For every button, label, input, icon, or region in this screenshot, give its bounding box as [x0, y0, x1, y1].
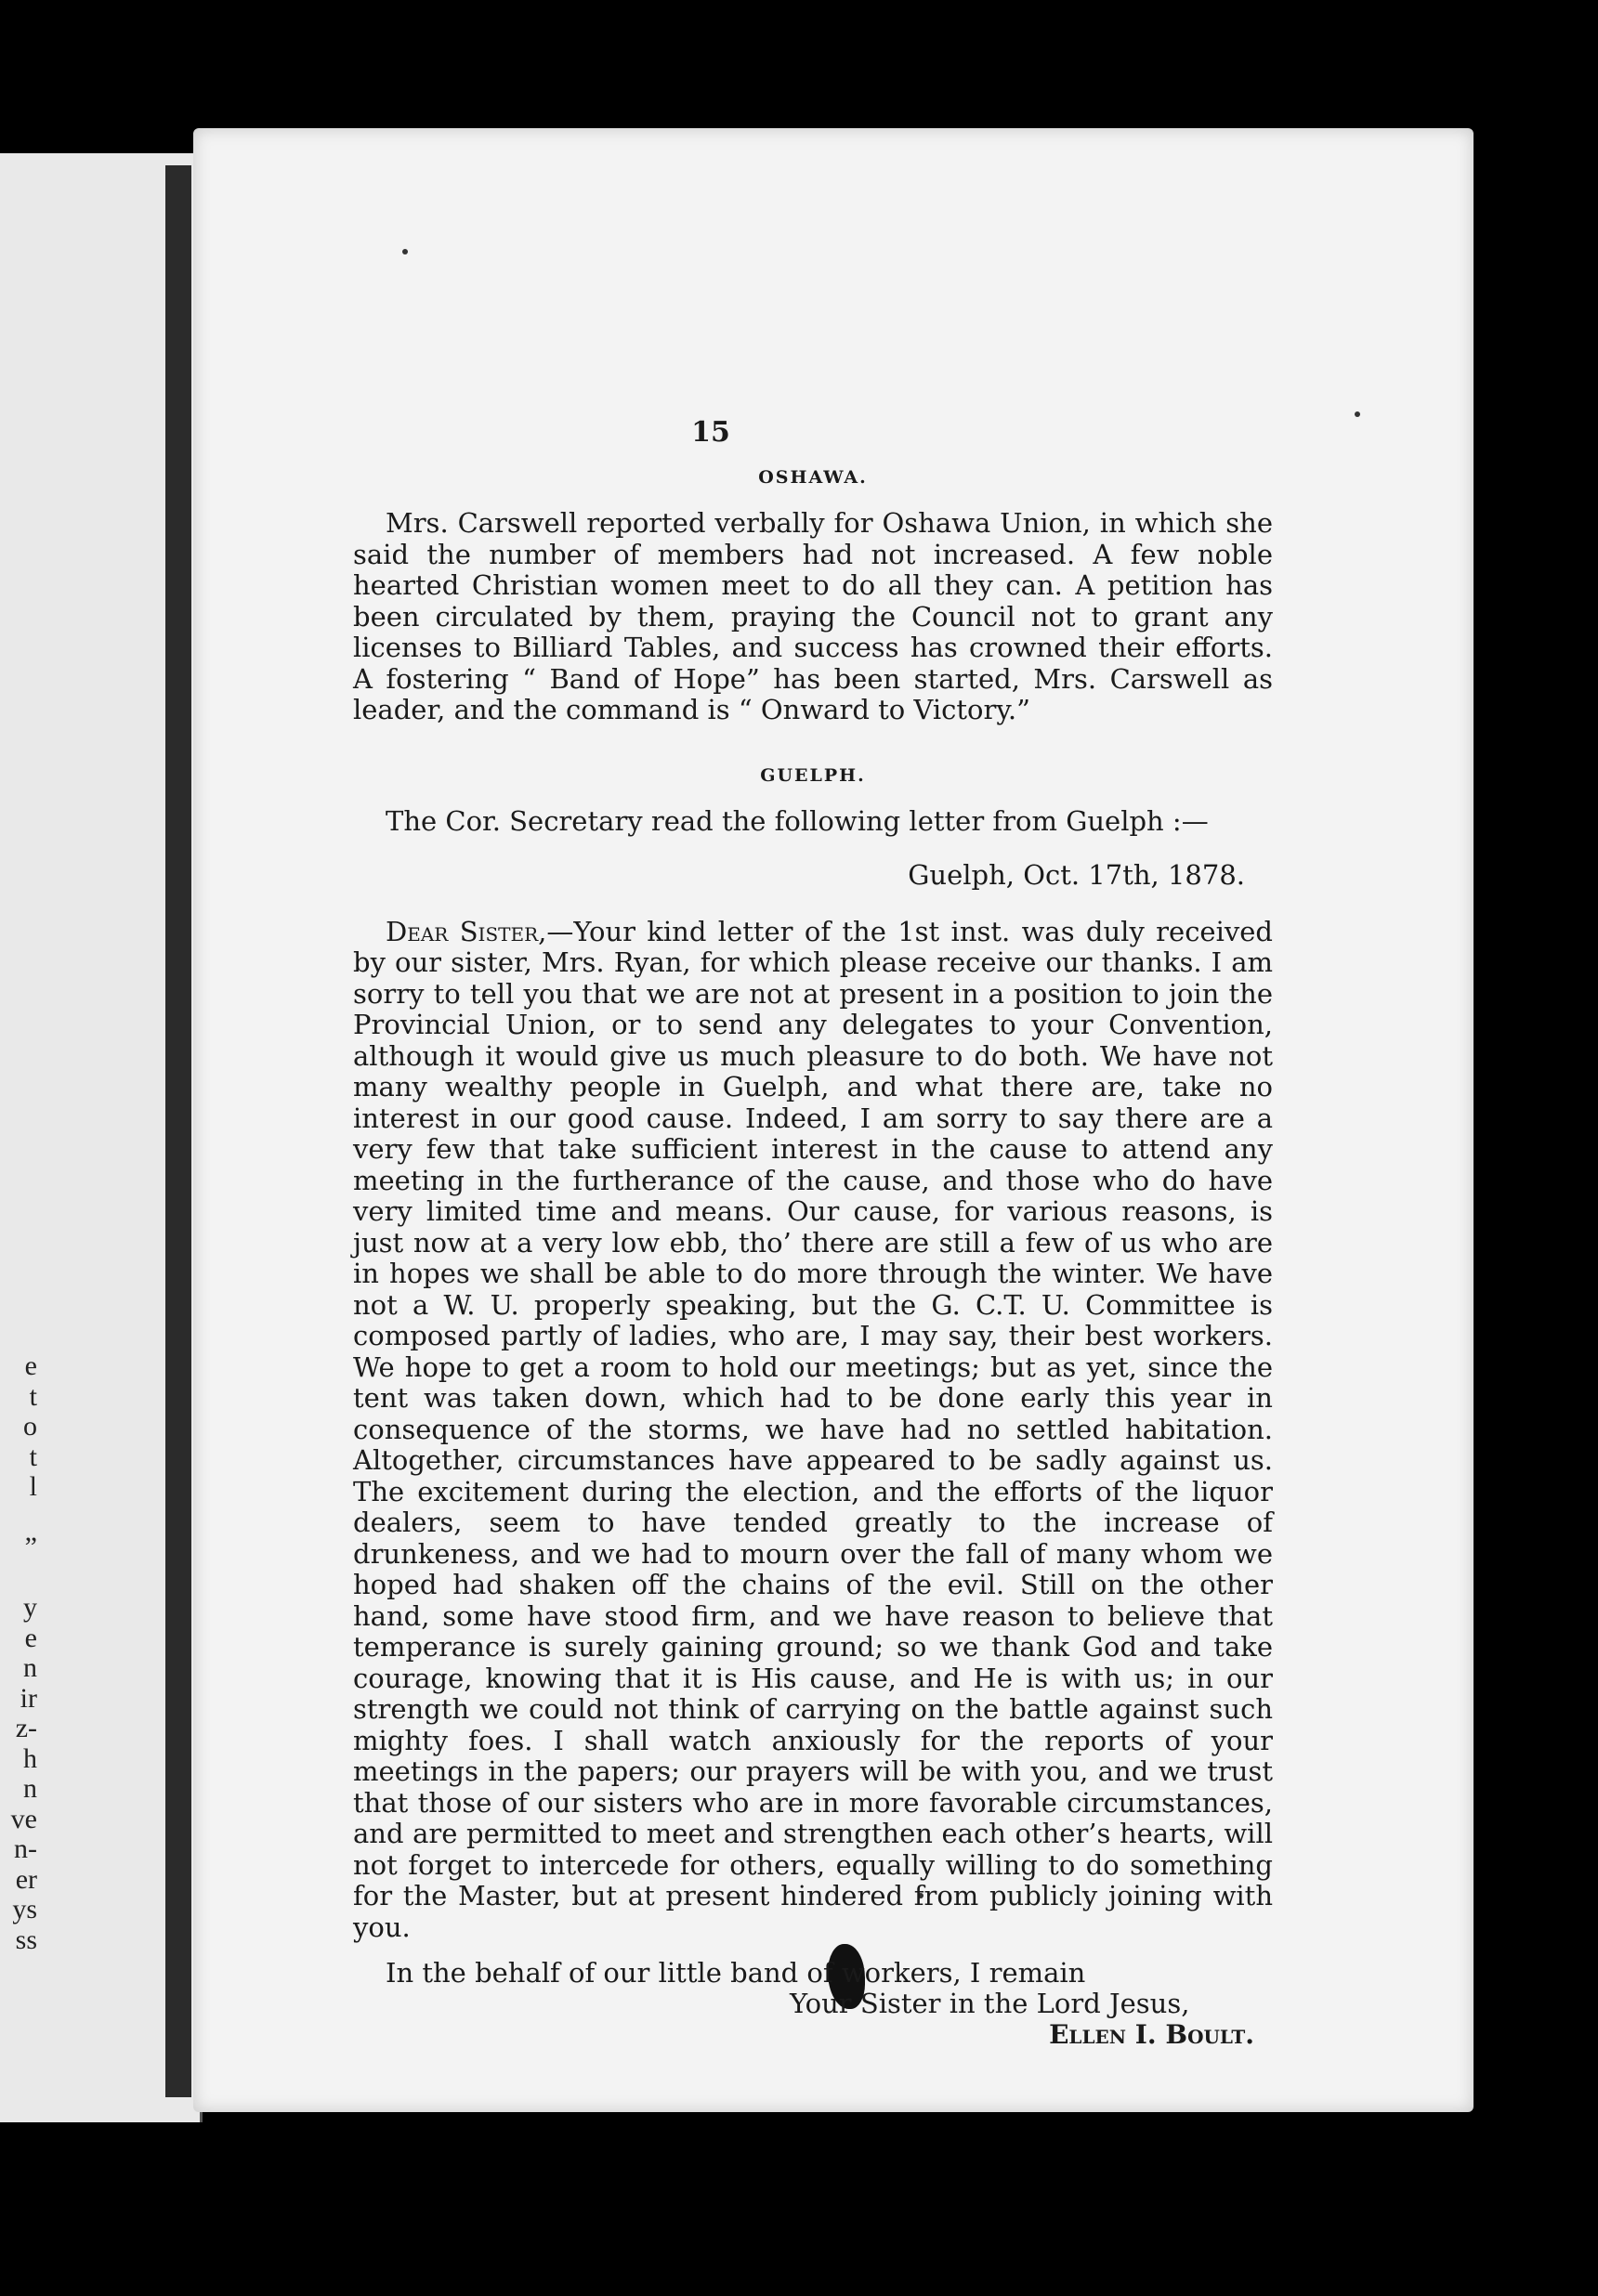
letter-text: —Your kind letter of the 1st inst. was duly received by our sister, Mrs. Ryan, for which please receive our thanks. I am sorry to tell you that we are not at present in a position to join the Provincial Union, or to send any delegates to your Convention, although it would give us much pleasure to do both. We have not many wealthy people in Guelph, and what there are, take no interest in our good cause. Indeed, I am sorry to say there are a very few that take sufficient interest in the cause to attend any meeting in the furtherance of the cause, and those who do have very limited time and means. Our cause, for various reasons, is just now at a very low ebb, tho’ there are still a few of us who are in hopes we shall be able to do more through the winter. We have not a W. U. properly speaking, but the G. C.T. U. Committee is composed partly of ladies, who are, I may say, their best workers. We hope to get a room to hold our meetings; but as yet, since the tent was taken down, which had to be done early this year in consequence of the storms, we have had no settled habitation. Altogether, circumstances have appeared to be sadly against us. The excitement during the election, and the efforts of the liquor dealers, seem to have tended greatly to the increase of drunkeness, and we had to mourn over the fall of many whom we hoped had shaken off the chains of the evil. Still on the other hand, some have stood firm, and we have reason to believe that temperance is surely gaining ground; so we thank God and take courage, knowing that it is His cause, and He is with us; in our strength we could not think of carrying on the battle against such mighty foes. I shall watch anxiously for the reports of your meetings in the papers; our prayers will be with you, and we trust that those of our sisters who are in more favorable circumstances, and are permitted to meet and strengthen each other’s hearts, will not forget to intercede for others, equally willing to do something for the Master, but at present hindered from publicly joining with you. — [353, 915, 1273, 1943]
letter-dateline: Guelph, Oct. 17th, 1878. — [908, 858, 1245, 891]
letter-closing: In the behalf of our little band of workers, I remain — [386, 1957, 1086, 1989]
fragment: o — [23, 1411, 37, 1442]
section-heading-guelph: GUELPH. — [760, 764, 866, 786]
letter-body — [353, 917, 1273, 1944]
fragment: e — [24, 1622, 37, 1653]
fragment: n — [23, 1773, 37, 1804]
fragment: z- — [15, 1713, 37, 1743]
facing-page-text-fragments — [0, 1351, 37, 1955]
book-spine — [165, 165, 191, 2097]
fragment: y — [23, 1592, 37, 1623]
fragment: e — [24, 1350, 37, 1381]
fragment: ve — [10, 1803, 37, 1834]
fragment: ys — [12, 1894, 37, 1924]
letter-signature: Ellen I. Boult. — [1049, 2019, 1254, 2050]
section-heading-oshawa: OSHAWA. — [758, 467, 868, 488]
guelph-intro: The Cor. Secretary read the following letter from Guelph :— — [386, 804, 1209, 837]
fragment: l — [29, 1471, 37, 1502]
fragment: t — [29, 1441, 37, 1472]
fragment: n — [23, 1652, 37, 1683]
fragment: ” — [24, 1532, 37, 1562]
fragment: ir — [20, 1682, 37, 1714]
page-number: 15 — [691, 416, 730, 449]
page-content — [353, 295, 1273, 2050]
fragment — [0, 1563, 37, 1594]
letter-signoff: Your Sister in the Lord Jesus, — [790, 1988, 1190, 2019]
oshawa-report: Mrs. Carswell reported verbally for Oshawa Union, in which she said the number of members had not increased. A few noble hearted Christian women meet to do all they can. A petition has been circulated by them, praying the Council not to grant any licenses to Billiard Tables, and success has crowned their efforts. A fostering “ Band of Hope” has been started, Mrs. Carswell as leader, and the command is “ Onward to Victory.” — [353, 507, 1273, 725]
speck — [402, 249, 408, 254]
speck — [1355, 411, 1360, 417]
letter-salutation: Dear Sister, — [386, 915, 547, 947]
fragment: n- — [14, 1833, 37, 1864]
document-page — [193, 128, 1474, 2112]
fragment: ss — [15, 1924, 37, 1955]
fragment: er — [15, 1863, 37, 1895]
fragment: t — [29, 1380, 37, 1412]
fragment: h — [23, 1742, 37, 1774]
fragment — [0, 1503, 37, 1533]
